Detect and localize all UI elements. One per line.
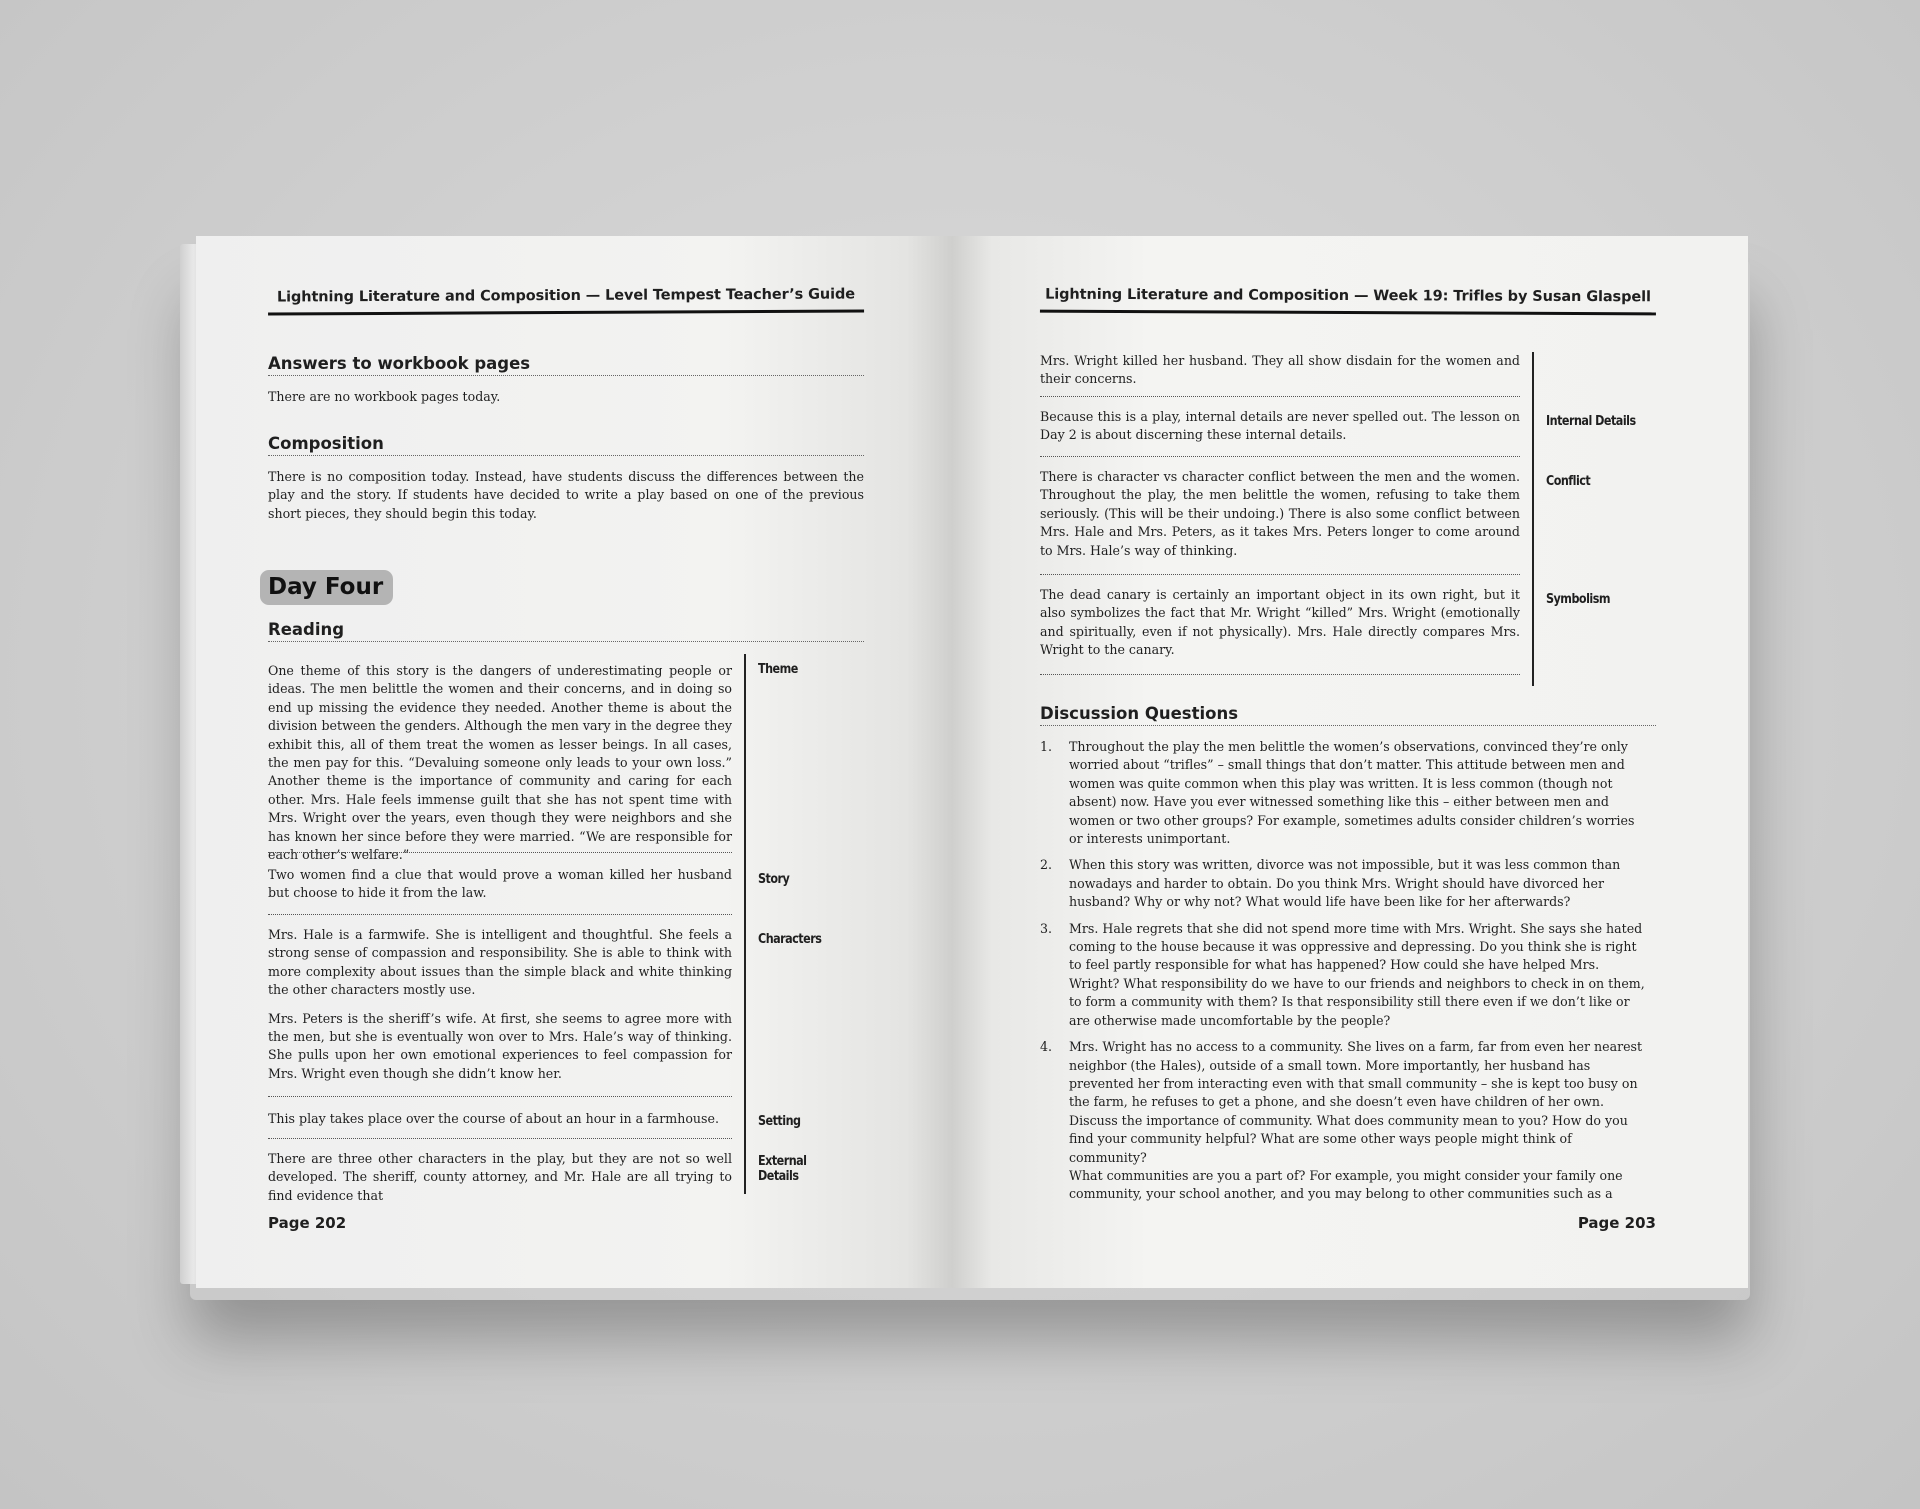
label-theme: Theme: [758, 662, 798, 677]
row-story: [268, 866, 732, 903]
folio-right: Page 203: [1577, 1214, 1656, 1232]
question-item: [1040, 738, 1648, 848]
question-text: Mrs. Wright has no access to a community. She lives on a farm, far from even her nearest neighbor (the Hales), outside of a small town. More importantly, her husband has prevented her from interacting even with that small community – she is kept too busy on the farm, he refuses to get a phone, and she doesn’t even have children of her own. Discuss the importance of community. What does community mean to you? How do you find your community helpful? What are some other ways people might think of community?: [1069, 1039, 1643, 1165]
answers-heading: Answers to workbook pages: [268, 354, 864, 376]
column-rule: [744, 654, 746, 1194]
row-external-details: [268, 1150, 732, 1205]
row-divider: [268, 1096, 732, 1097]
reading-table: [268, 654, 864, 1203]
row-divider: [268, 914, 732, 915]
story-text: Two women find a clue that would prove a woman killed her husband but choose to hide it from the law.: [268, 867, 732, 901]
continued-text: Mrs. Wright killed her husband. They all show disdain for the women and their concerns.: [1040, 353, 1520, 387]
running-head-right: Lightning Literature and Composition — Week 19: Trifles by Susan Glaspell: [1040, 287, 1656, 316]
setting-text: This play takes place over the course of about an hour in a farmhouse.: [268, 1111, 719, 1126]
discussion-list: [1040, 738, 1648, 1212]
row-internal-details: [1040, 408, 1520, 445]
column-rule: [1532, 352, 1534, 686]
left-page: [196, 236, 952, 1288]
reading-heading: Reading: [268, 620, 864, 642]
symbolism-text: The dead canary is certainly an important object in its own right, but it also symbolizes the fact that Mr. Wright “killed” Mrs. Wright (emotionally and spiritually, even if not physically). Mrs. Hale directly compares Mrs. Wright to the canary.: [1040, 587, 1520, 658]
question-number: 3.: [1040, 920, 1053, 936]
discussion-heading: Discussion Questions: [1040, 704, 1656, 726]
label-internal-details: Internal Details: [1546, 414, 1636, 429]
row-theme: [268, 662, 732, 864]
question-text-continued: What communities are you a part of? For example, you might consider your family one community, your school another, and you may belong to other communities such as a: [1069, 1167, 1623, 1202]
analysis-table: [1040, 352, 1656, 686]
row-setting: [268, 1110, 732, 1128]
day-four-badge: Day Four: [260, 570, 393, 605]
characters-text-1: Mrs. Hale is a farmwife. She is intelligent and thoughtful. She feels a strong sense of compassion and responsibility. She is able to think with more complexity about issues than the simple black and white thinking the other characters mostly use.: [268, 927, 732, 998]
row-divider: [1040, 674, 1520, 675]
folio-left: Page 202: [268, 1214, 347, 1232]
row-characters: [268, 926, 732, 1083]
label-conflict: Conflict: [1546, 474, 1591, 489]
label-external-details: External Details: [758, 1154, 807, 1184]
question-number: 1.: [1040, 739, 1053, 754]
right-page: [952, 236, 1748, 1288]
internal-details-text: Because this is a play, internal details are never spelled out. The lesson on Day 2 is about discerning these internal details.: [1040, 409, 1520, 443]
question-text: Throughout the play the men belittle the women’s observations, convinced they’re only worried about “trifles” – small things that don’t matter. This attitude between men and women was quite common when this play was written. It is less common (though not absent) now. Have you ever witnessed something like this – either between men and women or two other groups? For example, sometimes adults consider children’s worries or interests unimportant.: [1069, 739, 1635, 847]
answers-text: There are no workbook pages today.: [268, 389, 501, 404]
question-text: When this story was written, divorce was not impossible, but it was less common than nowadays and harder to obtain. Do you think Mrs. Wright should have divorced her husband? Why or why not? What would life have been like for her afterwards?: [1069, 857, 1621, 910]
row-divider: [268, 852, 732, 853]
row-conflict: [1040, 468, 1520, 560]
composition-text: There is no composition today. Instead, have students discuss the differences between the play and the story. If students have decided to write a play based on one of the previous short pieces, they should begin this today.: [268, 469, 864, 521]
question-text: Mrs. Hale regrets that she did not spend more time with Mrs. Wright. She says she hated coming to the house because it was oppressive and depressing. Do you think she is right to feel partly responsible for what has happened? How could she have helped Mrs. Wright? What responsibility do we have to our friends and neighbors to check in on them, to form a community with them? Is that responsibility still there even if we don’t like or are otherwise made uncomfortable by the people?: [1069, 920, 1645, 1028]
label-characters: Characters: [758, 932, 822, 947]
question-item: [1040, 1038, 1648, 1204]
row-symbolism: [1040, 586, 1520, 660]
label-story: Story: [758, 872, 790, 887]
row-continued: [1040, 352, 1520, 389]
row-divider: [1040, 396, 1520, 397]
question-number: 4.: [1040, 1039, 1053, 1055]
row-divider: [1040, 456, 1520, 457]
characters-text-2: Mrs. Peters is the sheriff’s wife. At first, she seems to agree more with the men, but she is eventually won over to Mrs. Hale’s way of thinking. She pulls upon her own emotional experiences to feel compassion for Mrs. Wright even though she didn’t know her.: [268, 1010, 732, 1081]
question-item: [1040, 856, 1648, 911]
row-divider: [1040, 574, 1520, 575]
external-details-text: There are three other characters in the play, but they are not so well developed. The sheriff, county attorney, and Mr. Hale are all trying to find evidence that: [268, 1151, 732, 1203]
label-setting: Setting: [758, 1114, 801, 1129]
question-number: 2.: [1040, 857, 1053, 873]
theme-text: One theme of this story is the dangers of underestimating people or ideas. The men belittle the women and their concerns, and in doing so end up missing the evidence they needed. Another theme is about the division between the genders. Although the men vary in the degree they exhibit this, all of them treat the women as lesser beings. In all cases, the men pay for this. “Devaluing someone only leads to your own loss.” Another theme is the importance of community and caring for each other. Mrs. Hale feels immense guilt that she has not spent time with Mrs. Wright over the years, even though they were neighbors and she has known her since before they were married. “We are responsible for each other’s welfare.”: [268, 663, 732, 863]
question-item: [1040, 920, 1648, 1030]
label-symbolism: Symbolism: [1546, 592, 1611, 607]
composition-heading: Composition: [268, 434, 864, 456]
row-divider: [268, 1138, 732, 1139]
running-head-left: Lightning Literature and Composition — Level Tempest Teacher’s Guide: [268, 286, 864, 315]
conflict-text: There is character vs character conflict between the men and the women. Throughout the play, the men belittle the women, refusing to take them seriously. (This will be their undoing.) There is also some conflict between Mrs. Hale and Mrs. Peters, as it takes Mrs. Peters longer to come around to Mrs. Hale’s way of thinking.: [1040, 469, 1520, 558]
